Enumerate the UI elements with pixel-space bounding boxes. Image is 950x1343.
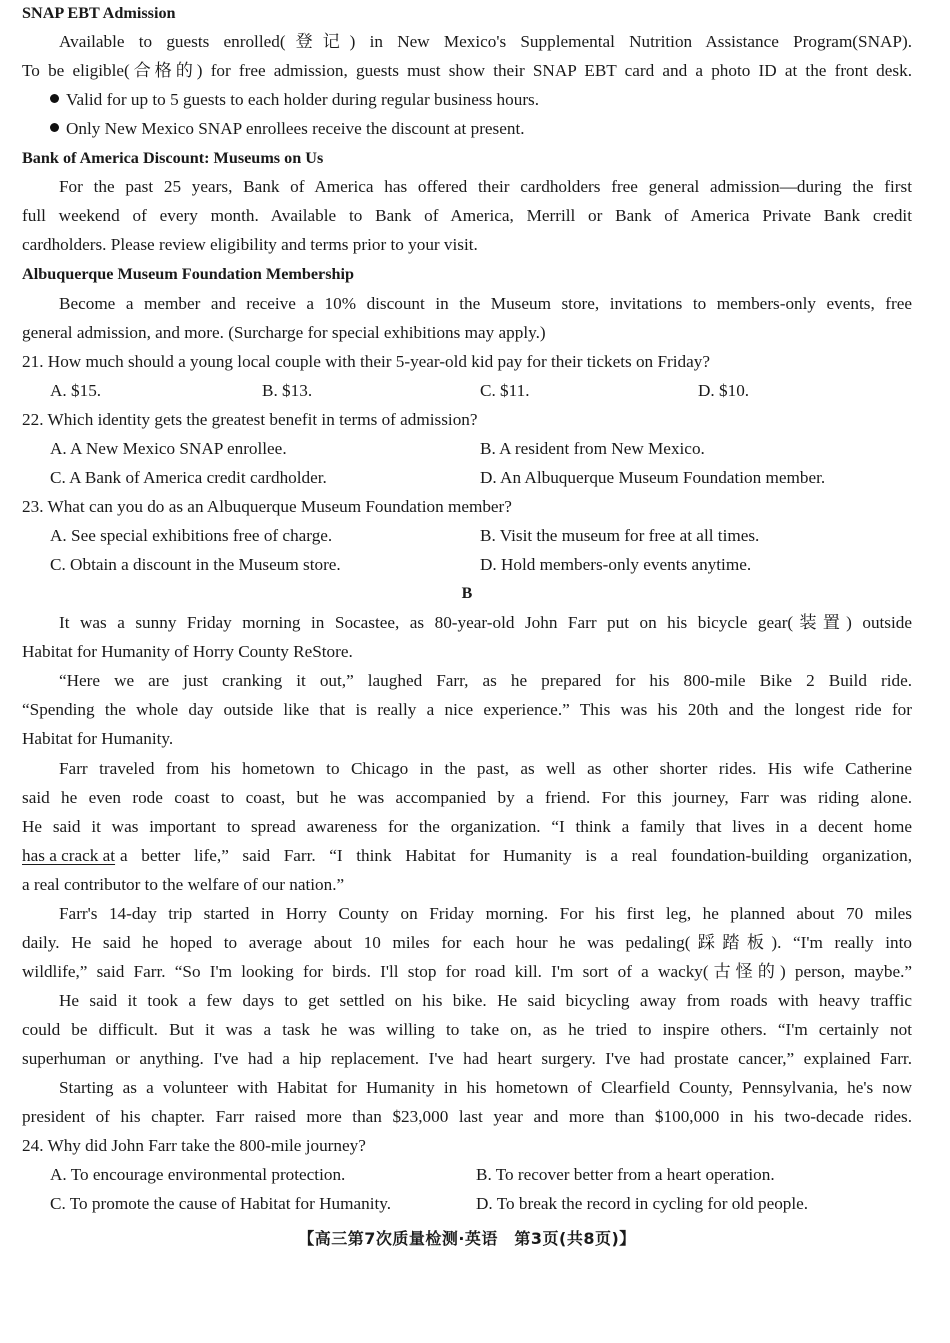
question-23-option-d: D. Hold members-only events anytime. [480, 555, 752, 574]
question-24-stem: 24. Why did John Farr take the 800-mile journey? [22, 1136, 366, 1155]
snap-bullet-text: Valid for up to 5 guests to each holder during regular business hours. [66, 90, 540, 109]
question-22-option-c: C. A Bank of America credit cardholder. [50, 468, 327, 487]
passage-b-p3-line-5: a real contributor to the welfare of our nation.” [22, 875, 345, 894]
passage-b-p4-line-3: wildlife,” said Farr. “So I'm looking for birds. I'll stop for road kill. I'm sort of a wacky(古怪的) person, maybe.” [22, 962, 912, 981]
question-22-option-b: B. A resident from New Mexico. [480, 439, 705, 458]
question-21-stem: 21. How much should a young local couple with their 5-year-old kid pay for their tickets on Friday? [22, 352, 710, 371]
passage-b-p3-line-3: He said it was important to spread awareness for the organization. “I think a family that lives in a decent home [22, 817, 912, 836]
passage-b-p6-line-1: Starting as a volunteer with Habitat for Humanity in his hometown of Clearfield County, Pennsylvania, he's now [59, 1078, 912, 1097]
snap-bullet-text: Only New Mexico SNAP enrollees receive the discount at present. [66, 119, 525, 138]
snap-bullet-item [50, 89, 539, 111]
passage-b-p4-line-1: Farr's 14-day trip started in Horry County on Friday morning. For his first leg, he planned about 70 miles [59, 904, 912, 923]
question-21-option-a: A. $15. [50, 381, 102, 400]
passage-b-p3-line-1: Farr traveled from his hometown to Chicago in the past, as well as other shorter rides. His wife Catherine [59, 759, 912, 778]
passage-b-p3-line-2: said he even rode coast to coast, but he was accompanied by a friend. For this journey, Farr was riding alone. [22, 788, 912, 807]
passage-b-p1-line-1: It was a sunny Friday morning in Socastee, as 80-year-old John Farr put on his bicycle gear(装置) outside [59, 613, 912, 632]
foundation-heading: Albuquerque Museum Foundation Membership [22, 265, 355, 283]
question-23-stem: 23. What can you do as an Albuquerque Museum Foundation member? [22, 497, 512, 516]
passage-b-p5-line-2: could be difficult. But it was a task he was willing to take on, as he tried to inspire others. “I'm certainly not [22, 1020, 912, 1039]
question-22-stem: 22. Which identity gets the greatest benefit in terms of admission? [22, 410, 478, 429]
boa-text-line-2: full weekend of every month. Available to Bank of America, Merrill or Bank of America Private Bank credit [22, 206, 912, 225]
passage-b-p6-line-2: president of his chapter. Farr raised more than $23,000 last year and more than $100,000 in his two-decade rides. [22, 1107, 912, 1126]
question-23-option-a: A. See special exhibitions free of charge. [50, 526, 333, 545]
passage-b-p2-line-1: “Here we are just cranking it out,” laughed Farr, as he prepared for his 800-mile Bike 2 Build ride. [59, 671, 912, 690]
question-21-option-d: D. $10. [698, 381, 750, 400]
question-22-option-d: D. An Albuquerque Museum Foundation member. [480, 468, 826, 487]
snap-text-line-2: To be eligible(合格的) for free admission, guests must show their SNAP EBT card and a photo ID at the front desk. [22, 61, 912, 80]
question-21-option-c: C. $11. [480, 381, 530, 400]
passage-b-p5-line-3: superhuman or anything. I've had a hip replacement. I've had heart surgery. I've had prostate cancer,” explained Farr. [22, 1049, 912, 1068]
underlined-phrase: has a crack at [22, 846, 116, 865]
bullet-icon [50, 94, 59, 103]
passage-b-p5-line-1: He said it took a few days to get settled on his bike. He said bicycling away from roads with heavy traffic [59, 991, 912, 1010]
question-24-option-d: D. To break the record in cycling for old people. [476, 1194, 809, 1213]
snap-bullet-item [50, 118, 525, 140]
passage-b-p3-line-4 [22, 845, 912, 867]
snap-text-line-1: Available to guests enrolled(登记) in New Mexico's Supplemental Nutrition Assistance Program(SNAP). [59, 32, 912, 51]
passage-b-p2-line-3: Habitat for Humanity. [22, 729, 174, 748]
question-22-option-a: A. A New Mexico SNAP enrollee. [50, 439, 287, 458]
question-24-option-b: B. To recover better from a heart operation. [476, 1165, 775, 1184]
snap-heading: SNAP EBT Admission [22, 4, 176, 22]
passage-b-p3-line-4-rest: a better life,” said Farr. “I think Habitat for Humanity is a real foundation-building organization, [120, 846, 912, 865]
boa-text-line-3: cardholders. Please review eligibility and terms prior to your visit. [22, 235, 478, 254]
boa-heading: Bank of America Discount: Museums on Us [22, 149, 324, 167]
question-24-option-c: C. To promote the cause of Habitat for Humanity. [50, 1194, 392, 1213]
question-23-option-b: B. Visit the museum for free at all times. [480, 526, 760, 545]
passage-b-p1-line-2: Habitat for Humanity of Horry County ReStore. [22, 642, 353, 661]
bullet-icon [50, 123, 59, 132]
section-b-title: B [461, 585, 473, 602]
page-footer: 【高三第7次质量检测·英语 第3页(共8页)】 [298, 1229, 636, 1248]
question-21-option-b: B. $13. [262, 381, 313, 400]
question-24-option-a: A. To encourage environmental protection. [50, 1165, 346, 1184]
foundation-text-line-2: general admission, and more. (Surcharge for special exhibitions may apply.) [22, 323, 546, 342]
foundation-text-line-1: Become a member and receive a 10% discount in the Museum store, invitations to members-only events, free [59, 294, 912, 313]
question-23-option-c: C. Obtain a discount in the Museum store. [50, 555, 341, 574]
passage-b-p4-line-2: daily. He said he hoped to average about 10 miles for each hour he was pedaling(踩踏板). “I'm really into [22, 933, 912, 952]
boa-text-line-1: For the past 25 years, Bank of America has offered their cardholders free general admission—during the first [59, 177, 912, 196]
passage-b-p2-line-2: “Spending the whole day outside like that is really a nice experience.” This was his 20th and the longest ride for [22, 700, 912, 719]
